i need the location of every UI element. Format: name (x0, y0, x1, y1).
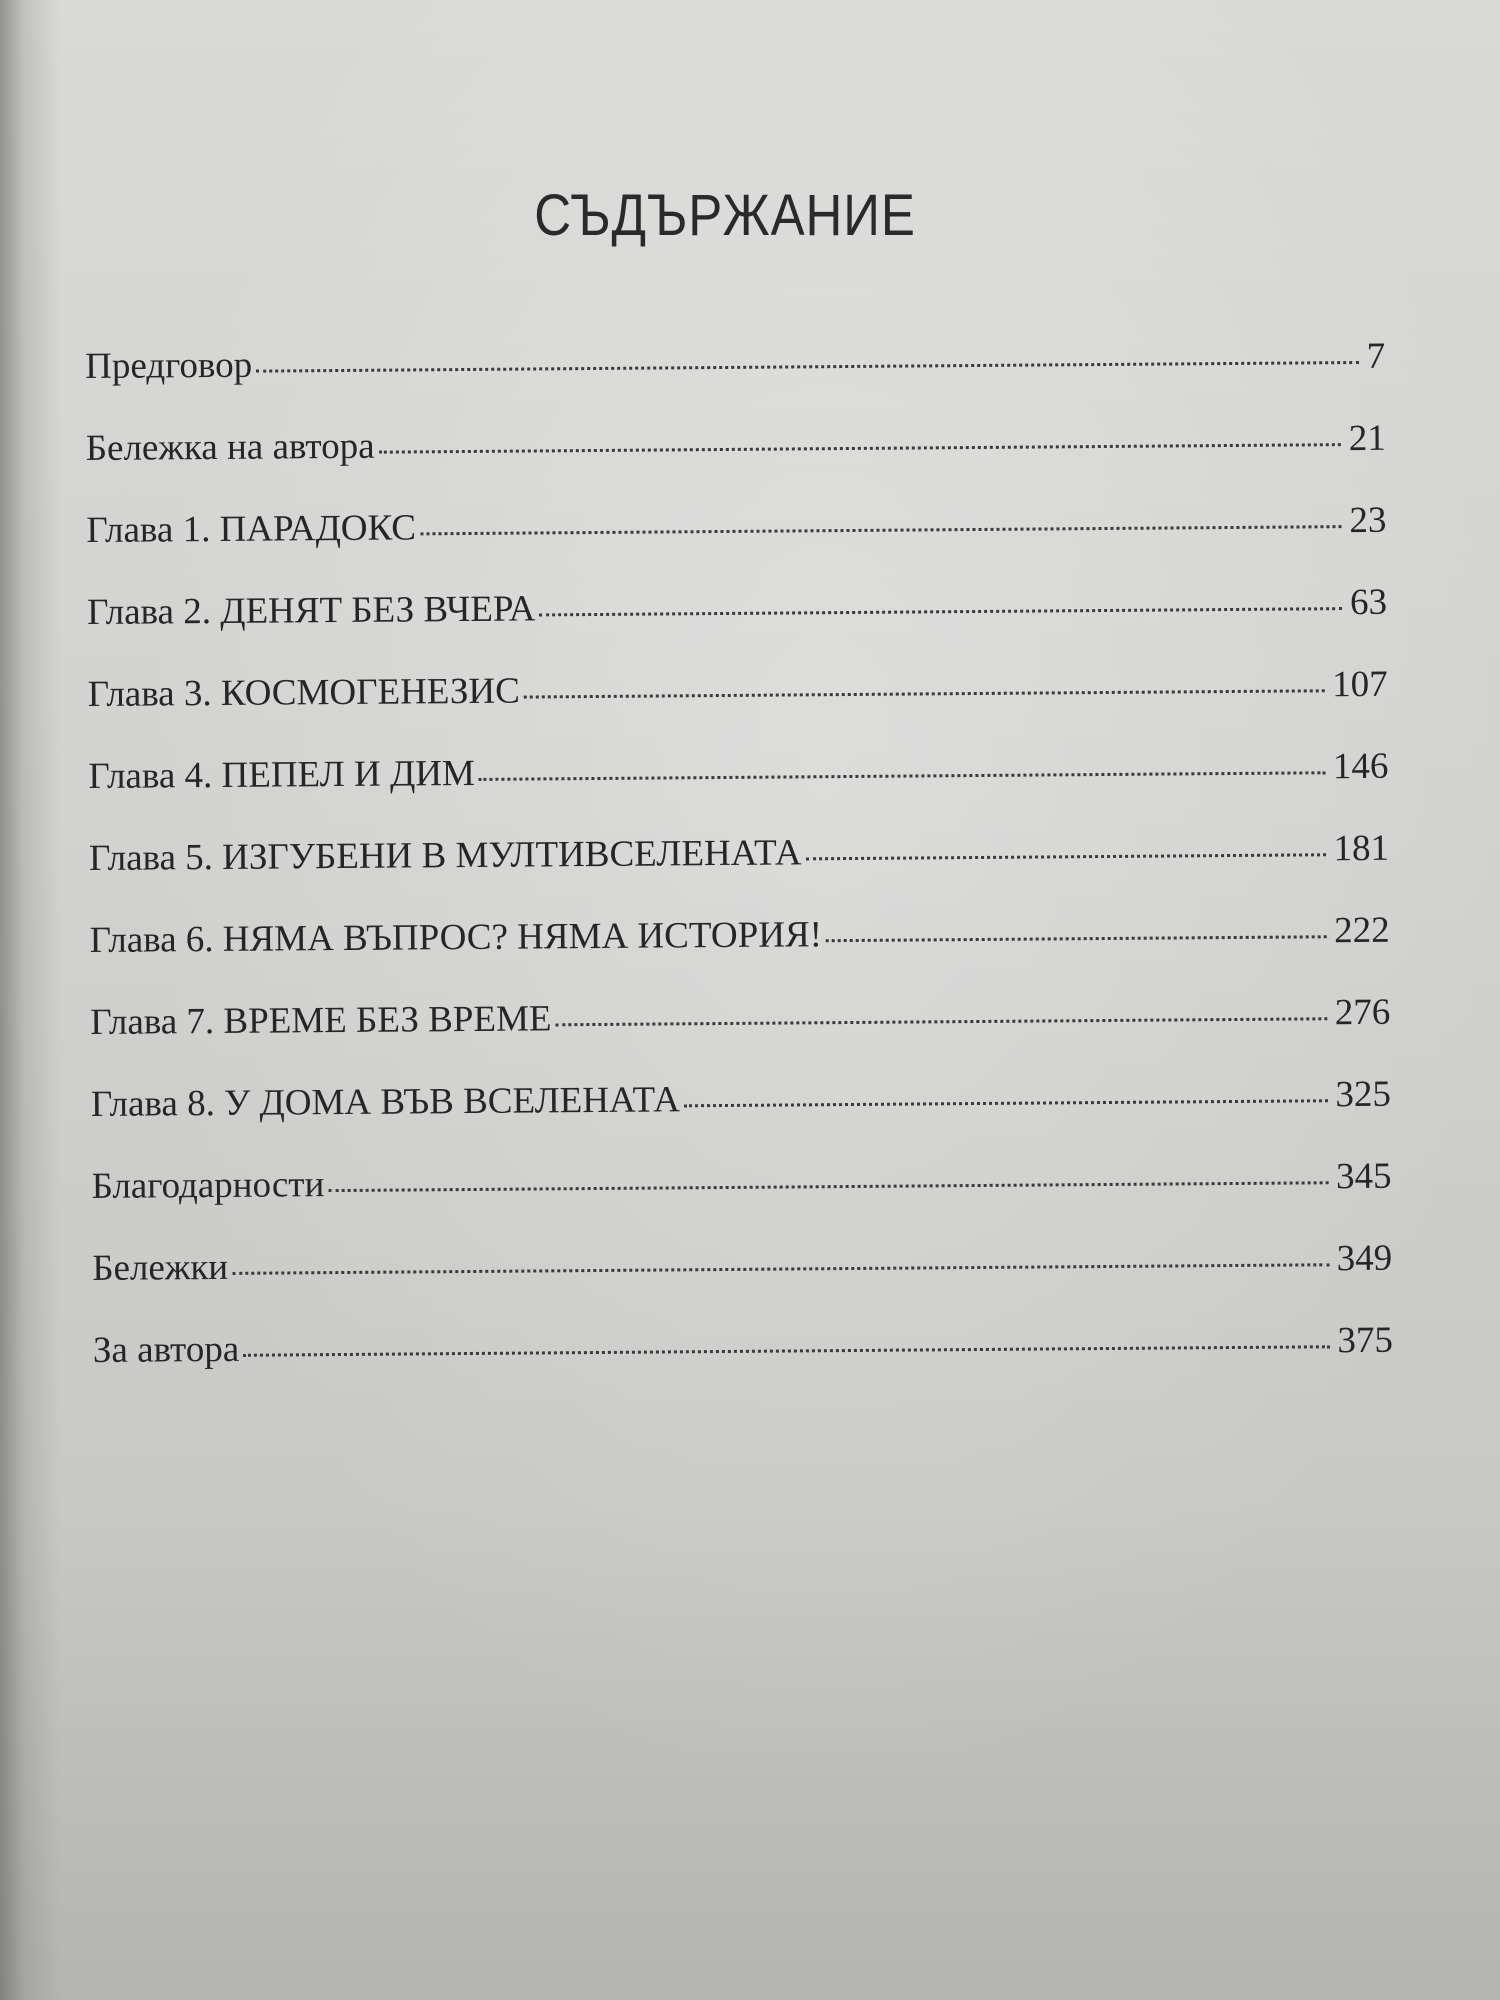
toc-entry (90, 909, 1391, 1001)
toc-entry-label: Благодарности (91, 1164, 325, 1207)
dot-leader (379, 443, 1341, 454)
toc-entry-label: Бележки (92, 1246, 229, 1289)
toc-entry-label: Глава 1. ПАРАДОКС (86, 507, 417, 551)
page-bottom-shade (0, 1500, 1500, 2000)
toc-entry (93, 1319, 1394, 1411)
toc-entry-label: Предговор (85, 344, 253, 387)
toc-entry (88, 745, 1389, 837)
toc-entry-label: Глава 5. ИЗГУБЕНИ В МУЛТИВСЕЛЕНАТА (88, 832, 802, 879)
toc-entry-page: 107 (1332, 663, 1388, 706)
toc-entry-page: 345 (1335, 1155, 1392, 1198)
toc-entry-page: 375 (1337, 1319, 1394, 1362)
dot-leader (479, 771, 1325, 781)
toc-entry (89, 827, 1390, 919)
toc-entry-page: 222 (1333, 909, 1390, 952)
toc-entry-page: 276 (1334, 991, 1391, 1034)
toc-entry-page: 325 (1335, 1073, 1392, 1116)
toc-entry-label: Глава 6. НЯМА ВЪПРОС? НЯМА ИСТОРИЯ! (89, 914, 823, 961)
dot-leader (328, 1181, 1328, 1192)
toc-entry (88, 663, 1389, 755)
toc-entry-page: 23 (1349, 499, 1387, 542)
toc-entry-label: Глава 4. ПЕПЕЛ И ДИМ (88, 752, 476, 797)
toc-entry-label: За автора (92, 1328, 240, 1371)
toc-entry-label: Глава 7. ВРЕМЕ БЕЗ ВРЕМЕ (90, 998, 552, 1043)
toc-entry (91, 1155, 1392, 1247)
dot-leader (684, 1099, 1327, 1107)
toc-entry (86, 499, 1387, 591)
toc-entry (90, 991, 1391, 1083)
dot-leader (556, 1017, 1327, 1026)
dot-leader (420, 525, 1341, 535)
page-title: СЪДЪРЖАНИЕ (534, 183, 916, 248)
dot-leader (256, 361, 1359, 373)
dot-leader (826, 935, 1326, 942)
toc-entry-label: Глава 2. ДЕНЯТ БЕЗ ВЧЕРА (86, 588, 536, 633)
toc-entry (85, 335, 1386, 427)
dot-leader (243, 1345, 1329, 1357)
dot-leader (539, 607, 1342, 616)
table-of-contents (85, 335, 1393, 1411)
dot-leader (524, 689, 1324, 698)
toc-entry-page: 146 (1332, 745, 1389, 788)
toc-entry-page: 7 (1366, 335, 1386, 377)
toc-entry (92, 1237, 1393, 1329)
toc-entry-page: 63 (1349, 581, 1388, 624)
dot-leader (806, 853, 1326, 860)
toc-entry (87, 581, 1388, 673)
toc-entry-page: 181 (1333, 827, 1390, 870)
dot-leader (232, 1263, 1329, 1275)
toc-entry-page: 21 (1348, 417, 1386, 460)
toc-entry-label: Бележка на автора (85, 425, 375, 469)
toc-entry (86, 417, 1387, 509)
toc-entry-label: Глава 8. У ДОМА ВЪВ ВСЕЛЕНАТА (90, 1079, 681, 1125)
toc-entry-page: 349 (1336, 1237, 1393, 1280)
toc-entry-label: Глава 3. КОСМОГЕНЕЗИС (87, 670, 520, 715)
toc-entry (91, 1073, 1392, 1165)
